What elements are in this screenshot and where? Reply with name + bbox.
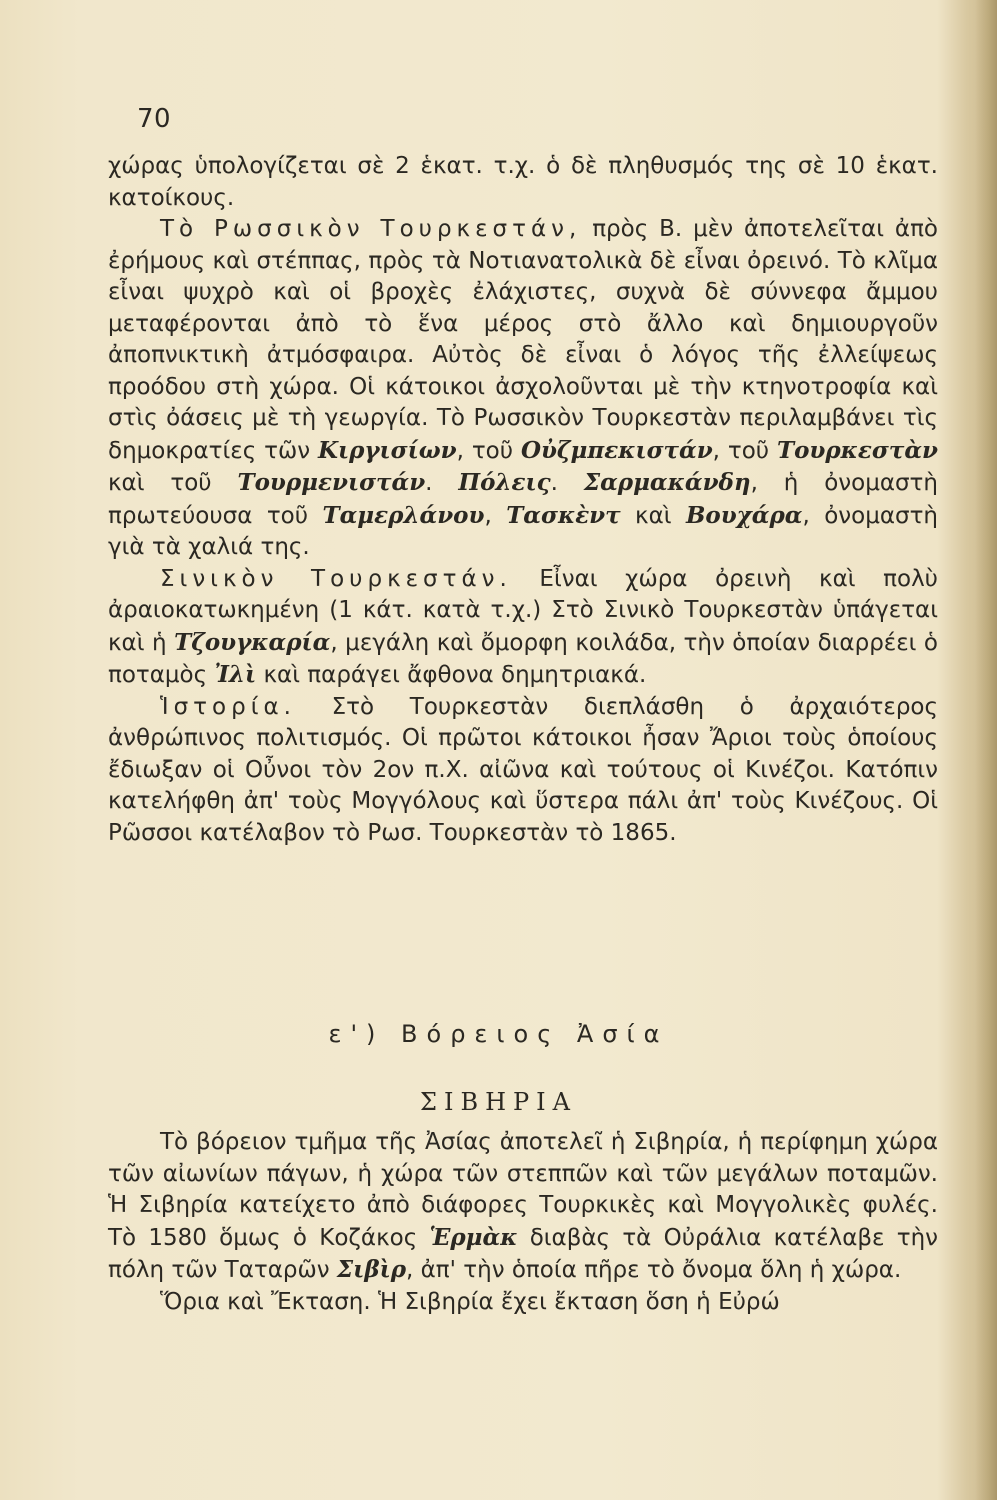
paragraph-population: χώρας ὑπολογίζεται σὲ 2 ἑκατ. τ.χ. ὁ δὲ πληθυσμός της σὲ 10 ἑκατ. κατοίκους. xyxy=(108,153,938,211)
text-block-turkestan xyxy=(108,151,938,849)
term-samarkand: Σαρμακάνδη xyxy=(583,469,751,496)
term-kirgision: Κιργισίων xyxy=(317,436,457,464)
term-ili: Ἰλὶ xyxy=(214,661,257,688)
page-number: 70 xyxy=(137,104,172,134)
term-sibir: Σιβὶρ xyxy=(336,1256,407,1283)
history-heading: Ἱστορία. xyxy=(160,693,296,720)
text-block-siberia xyxy=(108,1127,938,1318)
term-taskent: Τασκὲντ xyxy=(506,501,621,529)
term-tourmenistan: Τουρμενιστάν xyxy=(237,469,426,496)
term-tourkestan: Τουρκεστὰν xyxy=(776,436,938,464)
russian-turkestan-heading: Τὸ Ρωσσικὸν Τουρκεστάν, xyxy=(160,216,582,242)
term-poleis: Πόλεις xyxy=(458,469,551,496)
section-heading: ε') Βόρειος Ἀσία xyxy=(328,1020,669,1048)
term-ermak: Ἑρμὰκ xyxy=(429,1223,518,1251)
paragraph-history: Ἱστορία. Στὸ Τουρκεστὰν διεπλάσθη ὁ ἀρχαιότερος ἀνθρώπινος πολιτισμός. Οἱ πρῶτοι κάτοικοι ἦσαν Ἄριοι τοὺς ὁποίους ἔδιωξαν οἱ Οὖνοι τὸν 2ον π.Χ. αἰῶνα καὶ τούτους οἱ Κινέζοι. Κατόπιν κατελήφθη ἀπ' τοὺς Μογγόλους καὶ ὕστερα πάλι ἀπ' τοὺς Κινέζους. Οἱ Ρῶσσοι κατέλαβον τὸ Ρωσ. Τουρκεστὰν τὸ 1865. xyxy=(108,693,938,846)
term-ouzmpekistan: Οὐζμπεκιστάν xyxy=(520,436,713,464)
term-tzoungaria: Τζουγκαρία xyxy=(174,628,331,656)
page-edge-shadow xyxy=(975,0,997,1500)
paragraph-russian-turkestan: Τὸ Ρωσσικὸν Τουρκεστάν, πρὸς Β. μὲν ἀποτελεῖται ἀπὸ ἐρήμους καὶ στέππας, πρὸς τὰ Νοτιανατολικὰ δὲ εἶναι ὀρεινό. Τὸ κλῖμα εἶναι ψυχρὸ καὶ οἱ βροχὲς ἐλάχιστες, συχνὰ δὲ σύννεφα ἄμμου μεταφέρονται ἀπὸ τὸ ἕνα μέρος στὸ ἄλλο καὶ δημιουργοῦν ἀποπνικτικὴ ἀτμόσφαιρα. Αὐτὸς δὲ εἶναι ὁ λόγος τῆς ἐλλείψεως προόδου στὴ χώρα. Οἱ κάτοικοι ἀσχολοῦνται μὲ τὴν κτηνοτροφία καὶ στὶς ὀάσεις μὲ τὴ γεωργία. Τὸ Ρωσσικὸν Τουρκεστὰν περιλαμβάνει τὶς δημοκρατίες τῶν Κιργισίων, τοῦ Οὐζμπεκιστάν, τοῦ Τουρκεστὰν καὶ τοῦ Τουρμενιστάν. Πόλεις. Σαρμακάνδη, ἡ ὀνομαστὴ πρωτεύουσα τοῦ Ταμερλάνου, Τασκὲντ καὶ Βουχάρα, ὀνομαστὴ γιὰ τὰ χαλιά της. xyxy=(108,216,939,560)
term-tamerlanou: Ταμερλάνου xyxy=(322,501,485,529)
sub-heading: ΣΙΒΗΡΙΑ xyxy=(420,1088,577,1116)
chinese-turkestan-heading: Σινικὸν Τουρκεστάν. xyxy=(160,565,512,592)
paragraph-siberia-intro: Τὸ βόρειον τμῆμα τῆς Ἀσίας ἀποτελεῖ ἡ Σιβηρία, ἡ περίφημη χώρα τῶν αἰωνίων πάγων, ἡ χώρα τῶν στεππῶν καὶ τῶν μεγάλων ποταμῶν. Ἡ Σιβηρία κατείχετο ἀπὸ διάφορες Τουρκικὲς καὶ Μογγολικὲς φυλές. Τὸ 1580 ὅμως ὁ Κοζάκος Ἑρμὰκ διαβὰς τὰ Οὐράλια κατέλαβε τὴν πόλη τῶν Ταταρῶν Σιβὶρ, ἀπ' τὴν ὁποία πῆρε τὸ ὄνομα ὅλη ἡ χώρα. xyxy=(108,1129,938,1283)
paragraph-siberia-borders: Ὅρια καὶ Ἔκταση. Ἡ Σιβηρία ἔχει ἔκταση ὅση ἡ Εὐρώ xyxy=(160,1288,780,1315)
term-bouchara: Βουχάρα xyxy=(685,501,803,529)
paragraph-chinese-turkestan: Σινικὸν Τουρκεστάν. Εἶναι χώρα ὀρεινὴ καὶ πολὺ ἀραιοκατωκημένη (1 κάτ. κατὰ τ.χ.) Στὸ Σινικὸ Τουρκεστὰν ὑπάγεται καὶ ἡ Τζουγκαρία, μεγάλη καὶ ὄμορφη κοιλάδα, τὴν ὁποίαν διαρρέει ὁ ποταμὸς Ἰλὶ καὶ παράγει ἄφθονα δημητριακά. xyxy=(108,565,939,688)
